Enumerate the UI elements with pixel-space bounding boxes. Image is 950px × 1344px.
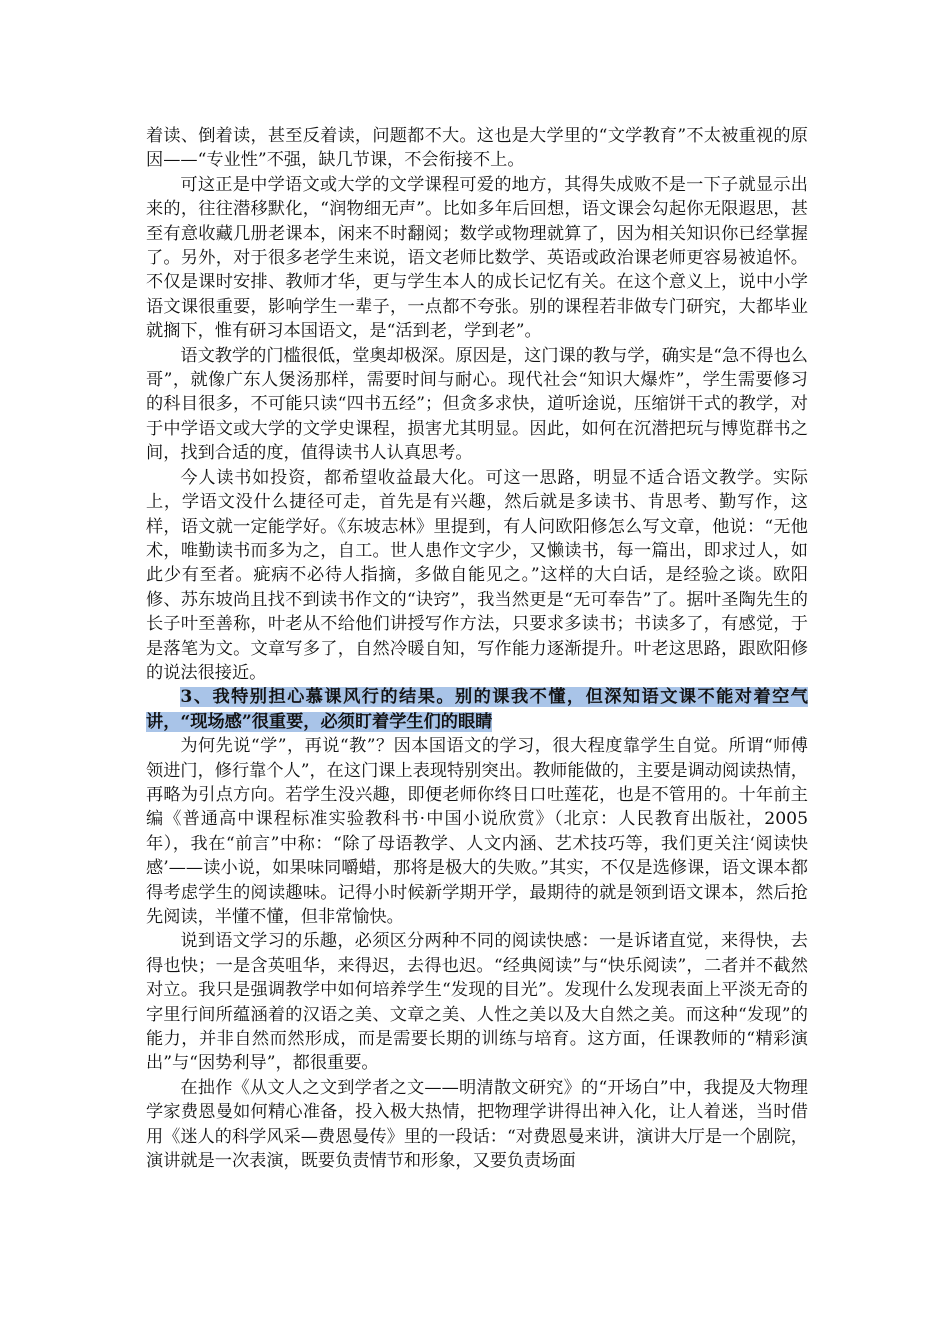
paragraph-learn-then-teach: 为何先说“学”，再说“教”？因本国语文的学习，很大程度靠学生自觉。所谓“师傅领进门，修行靠个人”，在这门课上表现特别突出。教师能做的，主要是调动阅读热情，再略为引点方向。若学生没兴趣，即便老师你终日口吐莲花，也是不管用的。十年前主编《普通高中课程标准实验教科书·中国小说欣赏》（北京：人民教育出版社，2005年），我在“前言”中称：“除了母语教学、人文内涵、艺术技巧等，我们更关注‘阅读快感’——读小说，如果味同嚼蜡，那将是极大的失败。”其实，不仅是选修课，语文课本都得考虑学生的阅读趣味。记得小时候新学期开学，最期待的就是领到语文课本，然后抢先阅读，半懂不懂，但非常愉快。 [146,736,808,927]
paragraph-literature-course: 可这正是中学语文或大学的文学课程可爱的地方，其得失成败不是一下子就显示出来的，往往潜移默化，“润物细无声”。比如多年后回想，语文课会勾起你无限遐思，甚至有意收藏几册老课本，闲来不时翻阅；数学或物理就算了，因为相关知识你已经掌握了。另外，对于很多老学生来说，语文老师比数学、英语或政治课老师更容易被追怀。不仅是课时安排、教师才华，更与学生本人的成长记忆有关。在这个意义上，说中小学语文课很重要，影响学生一辈子，一点都不夸张。别的课程若非做专门研究，大都毕业就搁下，惟有研习本国语文，是“活到老，学到老”。 [146,174,808,342]
section-heading [146,685,808,734]
paragraph-reading-investment: 今人读书如投资，都希望收益最大化。可这一思路，明显不适合语文教学。实际上，学语文没什么捷径可走，首先是有兴趣，然后就是多读书、肯思考、勤写作，这样，语文就一定能学好。《东坡志林》里提到，有人问欧阳修怎么写文章，他说：“无他术，唯勤读书而多为之，自工。世人患作文字少，又懒读书，每一篇出，即求过人，如此少有至者。疵病不必待人指摘，多做自能见之。”这样的大白话，是经验之谈。欧阳修、苏东坡尚且找不到读书作文的“诀窍”，我当然更是“无可奉告”了。据叶圣陶先生的长子叶至善称，叶老从不给他们讲授写作方法，只要求多读书；书读多了，有感觉，于是落笔为文。文章写多了，自然冷暖自知，写作能力逐渐提升。叶老这思路，跟欧阳修的说法很接近。 [146,467,808,683]
paragraph-feynman: 在拙作《从文人之文到学者之文——明清散文研究》的“开场白”中，我提及大物理学家费恩曼如何精心准备，投入极大热情，把物理学讲得出神入化，让人着迷，当时借用《迷人的科学风采—费恩曼传》里的一段话：“对费恩曼来讲，演讲大厅是一个剧院，演讲就是一次表演，既要负责情节和形象，又要负责场面 [146,1077,808,1172]
paragraph-continued: 着读、倒着读，甚至反着读，问题都不大。这也是大学里的“文学教育”不太被重视的原因——“专业性”不强，缺几节课，不会衔接不上。 [146,126,808,171]
paragraph-teaching-threshold: 语文教学的门槛很低，堂奥却极深。原因是，这门课的教与学，确实是“急不得也么哥”，就像广东人煲汤那样，需要时间与耐心。现代社会“知识大爆炸”，学生需要修习的科目很多，不可能只读“四书五经”；但贪多求快，道听途说，压缩饼干式的教学，对于中学语文或大学的文学史课程，损害尤其明显。因此，如何在沉潜把玩与博览群书之间，找到合适的度，值得读书人认真思考。 [146,345,808,464]
document-body [146,124,808,1173]
paragraph-reading-pleasure: 说到语文学习的乐趣，必须区分两种不同的阅读快感：一是诉诸直觉，来得快，去得也快；一是含英咀华，来得迟，去得也迟。“经典阅读”与“快乐阅读”，二者并不截然对立。我只是强调教学中如何培养学生“发现的目光”。发现什么发现表面上平淡无奇的字里行间所蕴涵着的汉语之美、文章之美、人性之美以及大自然之美。而这种“发现”的能力，并非自然而然形成，而是需要长期的训练与培育。这方面，任课教师的“精彩演出”与“因势利导”，都很重要。 [146,931,808,1074]
highlighted-heading-text: 3、我特别担心慕课风行的结果。别的课我不懂，但深知语文课不能对着空气讲，“现场感”很重要，必须盯着学生们的眼睛 [146,687,808,732]
